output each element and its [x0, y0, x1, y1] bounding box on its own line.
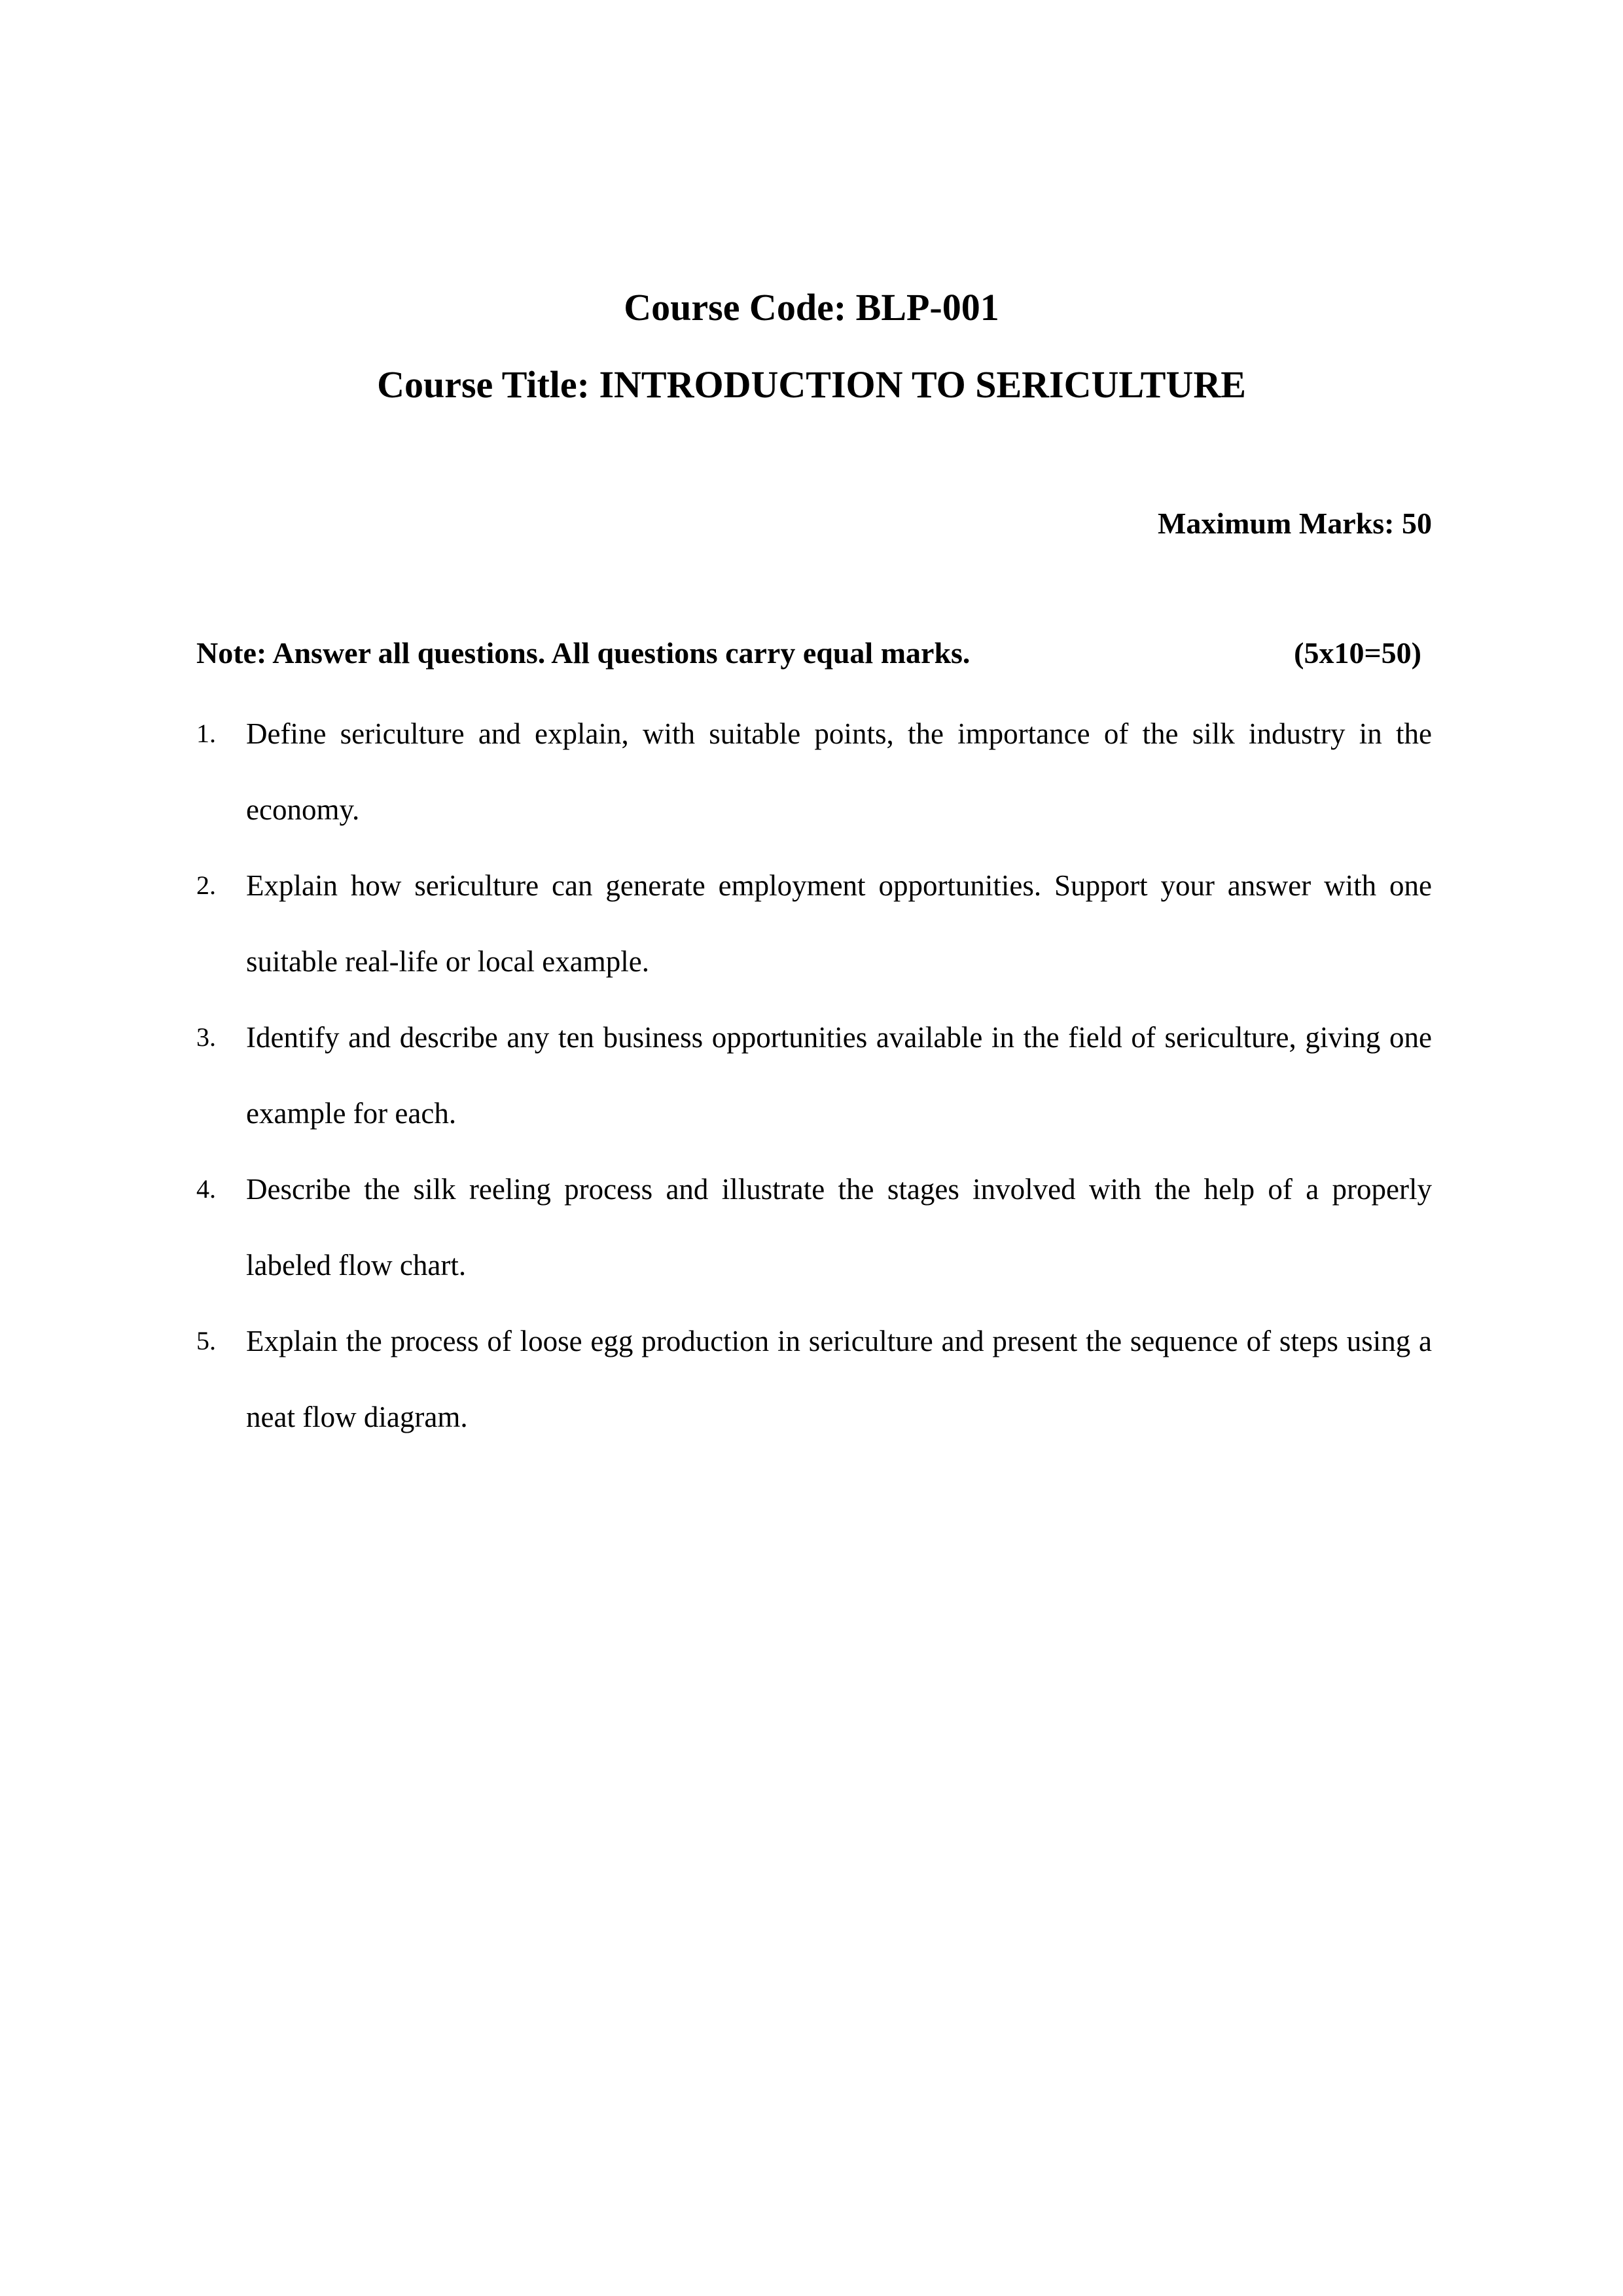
question-text: Explain how sericulture can generate employment opportunities. Support your answer with one suitable real-life or local example.	[246, 869, 1432, 978]
question-number: 1.	[196, 719, 216, 748]
question-number: 4.	[196, 1174, 216, 1204]
question-text: Identify and describe any ten business opportunities available in the field of sericulture, giving one example for each.	[246, 1021, 1432, 1130]
course-title-heading: Course Title: INTRODUCTION TO SERICULTURE	[377, 363, 1246, 406]
question-item	[196, 1303, 1432, 1455]
marks-distribution: (5x10=50)	[1294, 636, 1421, 670]
question-list	[196, 696, 1432, 1455]
instructions-note	[196, 630, 1421, 676]
course-code-heading: Course Code: BLP-001	[624, 286, 999, 329]
question-item	[196, 999, 1432, 1151]
question-number: 5.	[196, 1326, 216, 1355]
question-number: 3.	[196, 1022, 216, 1052]
question-item	[196, 848, 1432, 999]
question-text: Explain the process of loose egg production in sericulture and present the sequence of steps using a neat flow diagram.	[246, 1325, 1432, 1433]
question-text: Define sericulture and explain, with suitable points, the importance of the silk industry in the economy.	[246, 717, 1432, 826]
note-text: Note: Answer all questions. All questions carry equal marks.	[196, 636, 971, 670]
question-item	[196, 1151, 1432, 1303]
maximum-marks: Maximum Marks: 50	[1157, 507, 1432, 540]
question-number: 2.	[196, 870, 216, 900]
question-item	[196, 696, 1432, 848]
question-text: Describe the silk reeling process and illustrate the stages involved with the help of a properly labeled flow chart.	[246, 1173, 1432, 1282]
